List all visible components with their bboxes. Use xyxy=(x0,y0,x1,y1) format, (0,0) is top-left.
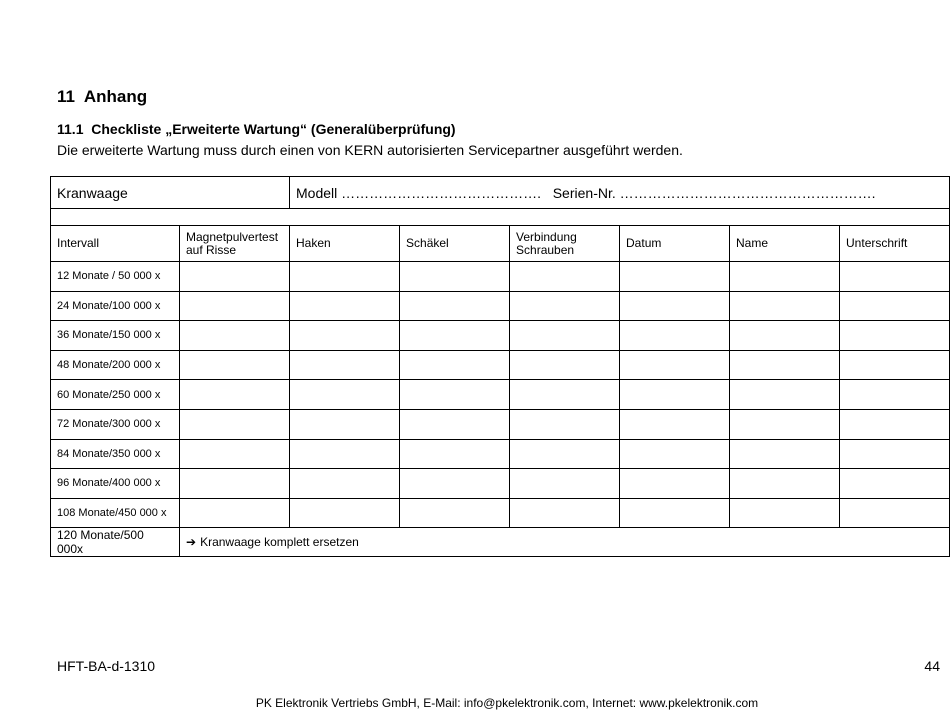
check-cell[interactable] xyxy=(730,498,840,528)
column-header: Verbindung Schrauben xyxy=(510,226,620,262)
check-cell[interactable] xyxy=(730,350,840,380)
intro-text: Die erweiterte Wartung muss durch einen von KERN autorisierten Servicepartner ausgeführt werden. xyxy=(57,142,683,158)
interval-cell: 108 Monate/450 000 x xyxy=(51,498,180,528)
check-cell[interactable] xyxy=(400,291,510,321)
check-cell[interactable] xyxy=(400,321,510,351)
check-cell[interactable] xyxy=(730,291,840,321)
check-cell[interactable] xyxy=(400,350,510,380)
table-row xyxy=(51,350,950,380)
model-field[interactable]: ……………………………………. xyxy=(341,184,542,201)
check-cell[interactable] xyxy=(840,409,950,439)
check-cell[interactable] xyxy=(620,291,730,321)
check-cell[interactable] xyxy=(400,439,510,469)
check-cell[interactable] xyxy=(840,498,950,528)
check-cell[interactable] xyxy=(180,291,290,321)
check-cell[interactable] xyxy=(510,469,620,499)
column-header: Datum xyxy=(620,226,730,262)
check-cell[interactable] xyxy=(620,321,730,351)
interval-cell: 60 Monate/250 000 x xyxy=(51,380,180,410)
check-cell[interactable] xyxy=(180,350,290,380)
interval-cell: 24 Monate/100 000 x xyxy=(51,291,180,321)
check-cell[interactable] xyxy=(510,380,620,410)
interval-cell: 72 Monate/300 000 x xyxy=(51,409,180,439)
check-cell[interactable] xyxy=(180,409,290,439)
check-cell[interactable] xyxy=(730,262,840,292)
table-row xyxy=(51,409,950,439)
product-name-cell: Kranwaage xyxy=(51,177,290,209)
subsection-title: Checkliste „Erweiterte Wartung“ (Generalüberprüfung) xyxy=(91,121,456,137)
check-cell[interactable] xyxy=(840,350,950,380)
check-cell[interactable] xyxy=(290,409,400,439)
serial-field[interactable]: ………………………………………………. xyxy=(619,184,876,201)
check-cell[interactable] xyxy=(840,262,950,292)
check-cell[interactable] xyxy=(510,498,620,528)
model-label: Modell xyxy=(296,184,338,201)
check-cell[interactable] xyxy=(730,321,840,351)
check-cell[interactable] xyxy=(620,380,730,410)
check-cell[interactable] xyxy=(400,498,510,528)
section-title: Anhang xyxy=(83,87,148,106)
check-cell[interactable] xyxy=(290,498,400,528)
column-header: Schäkel xyxy=(400,226,510,262)
spacer-row xyxy=(51,209,950,226)
arrow-right-icon: ➔ xyxy=(186,535,197,550)
interval-cell: 84 Monate/350 000 x xyxy=(51,439,180,469)
check-cell[interactable] xyxy=(290,380,400,410)
check-cell[interactable] xyxy=(730,439,840,469)
table-row xyxy=(51,439,950,469)
column-header: Name xyxy=(730,226,840,262)
replace-note-cell xyxy=(180,528,950,557)
column-header: Magnetpulvertest auf Risse xyxy=(180,226,290,262)
check-cell[interactable] xyxy=(510,321,620,351)
check-cell[interactable] xyxy=(620,439,730,469)
page-number: 44 xyxy=(924,658,940,674)
check-cell[interactable] xyxy=(180,439,290,469)
check-cell[interactable] xyxy=(290,350,400,380)
replace-note: Kranwaage komplett ersetzen xyxy=(200,535,359,550)
check-cell[interactable] xyxy=(840,439,950,469)
check-cell[interactable] xyxy=(290,439,400,469)
check-cell[interactable] xyxy=(290,321,400,351)
interval-cell: 12 Monate / 50 000 x xyxy=(51,262,180,292)
check-cell[interactable] xyxy=(290,291,400,321)
check-cell[interactable] xyxy=(400,262,510,292)
interval-cell: 96 Monate/400 000 x xyxy=(51,469,180,499)
column-header-row xyxy=(51,226,950,262)
check-cell[interactable] xyxy=(400,380,510,410)
checklist-rows xyxy=(51,262,950,528)
section-number: 11 xyxy=(57,87,75,106)
check-cell[interactable] xyxy=(510,409,620,439)
check-cell[interactable] xyxy=(840,469,950,499)
model-serial-cell xyxy=(290,177,950,209)
check-cell[interactable] xyxy=(840,380,950,410)
interval-cell: 120 Monate/500 000x xyxy=(51,528,180,557)
maintenance-checklist-table xyxy=(50,176,950,557)
check-cell[interactable] xyxy=(400,469,510,499)
subsection-heading xyxy=(57,121,456,137)
check-cell[interactable] xyxy=(620,498,730,528)
check-cell[interactable] xyxy=(730,469,840,499)
check-cell[interactable] xyxy=(840,321,950,351)
final-interval-row xyxy=(51,528,950,557)
table-row xyxy=(51,380,950,410)
column-header: Intervall xyxy=(51,226,180,262)
check-cell[interactable] xyxy=(180,262,290,292)
table-row xyxy=(51,262,950,292)
check-cell[interactable] xyxy=(290,262,400,292)
table-row xyxy=(51,291,950,321)
table-row xyxy=(51,498,950,528)
table-row xyxy=(51,321,950,351)
company-contact: PK Elektronik Vertriebs GmbH, E-Mail: info@pkelektronik.com, Internet: www.pkelektronik.com xyxy=(255,696,759,710)
check-cell[interactable] xyxy=(510,439,620,469)
section-heading xyxy=(57,87,147,107)
check-cell[interactable] xyxy=(290,469,400,499)
subsection-number: 11.1 xyxy=(57,121,84,137)
check-cell[interactable] xyxy=(180,321,290,351)
check-cell[interactable] xyxy=(730,409,840,439)
column-header: Haken xyxy=(290,226,400,262)
product-header-row xyxy=(51,177,950,209)
interval-cell: 36 Monate/150 000 x xyxy=(51,321,180,351)
check-cell[interactable] xyxy=(730,380,840,410)
check-cell[interactable] xyxy=(180,498,290,528)
check-cell[interactable] xyxy=(620,350,730,380)
check-cell[interactable] xyxy=(400,409,510,439)
interval-cell: 48 Monate/200 000 x xyxy=(51,350,180,380)
check-cell[interactable] xyxy=(510,350,620,380)
check-cell[interactable] xyxy=(180,469,290,499)
check-cell[interactable] xyxy=(840,291,950,321)
check-cell[interactable] xyxy=(180,380,290,410)
document-id: HFT-BA-d-1310 xyxy=(57,658,156,674)
check-cell[interactable] xyxy=(510,262,620,292)
check-cell[interactable] xyxy=(510,291,620,321)
column-header: Unterschrift xyxy=(840,226,950,262)
check-cell[interactable] xyxy=(620,262,730,292)
check-cell[interactable] xyxy=(620,469,730,499)
table-row xyxy=(51,469,950,499)
serial-label: Serien-Nr. xyxy=(552,184,616,201)
check-cell[interactable] xyxy=(620,409,730,439)
